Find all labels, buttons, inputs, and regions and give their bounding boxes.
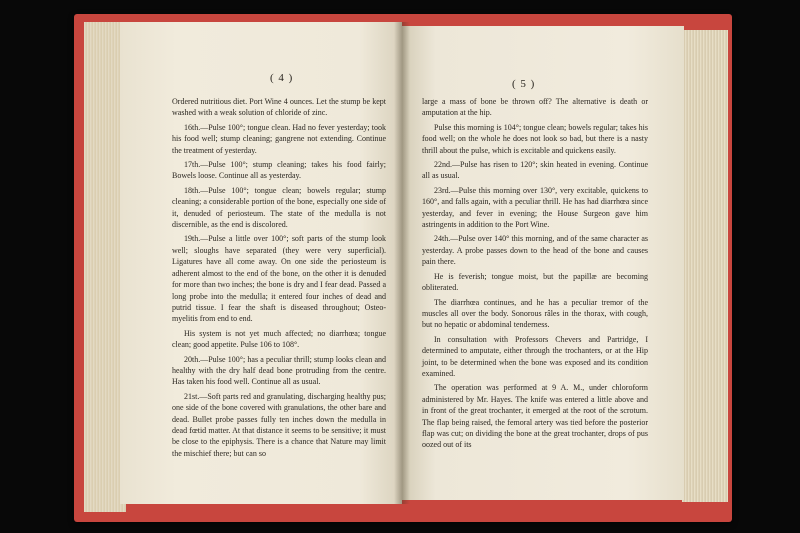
paragraph: 18th.—Pulse 100°; tongue clean; bowels regular; stump cleaning; a considerable portion of the bone, especially one side of it, denuded of periosteum. The state of the medulla is not discernible, as the end is discolored. — [172, 185, 386, 230]
paragraph: 19th.—Pulse a little over 100°; soft parts of the stump look well; sloughs have separated (they were very superficial). Ligatures have all come away. On one side the periosteum is adherent almost to the end of the bone, on the other it is denuded for more than two inches; the bone is dry and I fear dead. Passed a long probe into the medulla; it entered four inches of dead and putrid tissue. I fear the shaft is diseased throughout; Osteo-myelitis from end to end. — [172, 234, 386, 324]
left-page — [120, 22, 402, 504]
right-page — [402, 26, 684, 500]
paragraph: In consultation with Professors Chevers and Partridge, I determined to amputate, either through the trochanters, or at the Hip joint, to be determined when the bone was exposed and its condition examined. — [422, 334, 648, 378]
paragraph: 17th.—Pulse 100°; stump cleaning; takes his food fairly; Bowels loose. Continue all as yesterday. — [172, 160, 386, 181]
page-text — [422, 96, 648, 454]
paragraph: His system is not yet much affected; no diarrhœa; tongue clean; good appetite. Pulse 106 to 108°. — [172, 328, 386, 350]
paragraph: 24th.—Pulse over 140° this morning, and of the same character as yesterday. A probe passes down to the head of the bone and causes pain there. — [422, 234, 648, 267]
page-number: ( 5 ) — [512, 78, 536, 90]
paragraph: 21st.—Soft parts red and granulating, discharging healthy pus; one side of the bone covered with granulations, the other bare and dead. Bullet probe passes fully ten inches down the medulla in dead fœtid matter. At that distance it seems to be sensitive; it must be close to the epiphysis. There is a chance that Nature may limit the mischief there; but can so — [172, 391, 386, 458]
paragraph: Pulse this morning is 104°; tongue clean; bowels regular; takes his food well; on the whole he does not look so bad, but there is a nasty thrill about the pulse, which is excitable and quickens easily. — [422, 122, 648, 155]
paragraph: The operation was performed at 9 A. M., under chloroform administered by Mr. Hayes. The knife was entered a little above and in front of the great trochanter, it emerged at the root of the scrotum. The flap being raised, the femoral artery was tied before the posterior flap was cut; on dividing the bone at the great trochanter, drops of pus oozed out of its — [422, 383, 648, 450]
paragraph: 23rd.—Pulse this morning over 130°, very excitable, quickens to 160°, and falls again, with a peculiar thrill. He has had diarrhœa since yesterday, and fever in evening; the House Surgeon gave him astringents in addition to the Port Wine. — [422, 185, 648, 230]
paragraph: large a mass of bone be thrown off? The alternative is death or amputation at the hip. — [422, 97, 648, 118]
page-number: ( 4 ) — [270, 72, 294, 84]
paragraph: He is feverish; tongue moist, but the papillæ are becoming obliterated. — [422, 271, 648, 293]
page-text — [172, 96, 386, 462]
page-edges-right — [682, 30, 728, 502]
paragraph: 22nd.—Pulse has risen to 120°; skin heated in evening. Continue all as usual. — [422, 160, 648, 181]
paragraph: 16th.—Pulse 100°; tongue clean. Had no fever yesterday; took his food well; stump cleaning; gangrene not extending. Continue the treatment of yesterday. — [172, 122, 386, 155]
book-gutter — [394, 22, 410, 504]
paragraph: 20th.—Pulse 100°; has a peculiar thrill; stump looks clean and healthy with the dry half dead bone protruding from the centre. Has taken his food well. Continue all as usual. — [172, 354, 386, 387]
paragraph: Ordered nutritious diet. Port Wine 4 ounces. Let the stump be kept washed with a weak solution of chloride of zinc. — [172, 97, 386, 118]
paragraph: The diarrhœa continues, and he has a peculiar tremor of the muscles all over the body. Sonorous râles in the thorax, with cough, but no hepatic or abdominal tenderness. — [422, 297, 648, 330]
